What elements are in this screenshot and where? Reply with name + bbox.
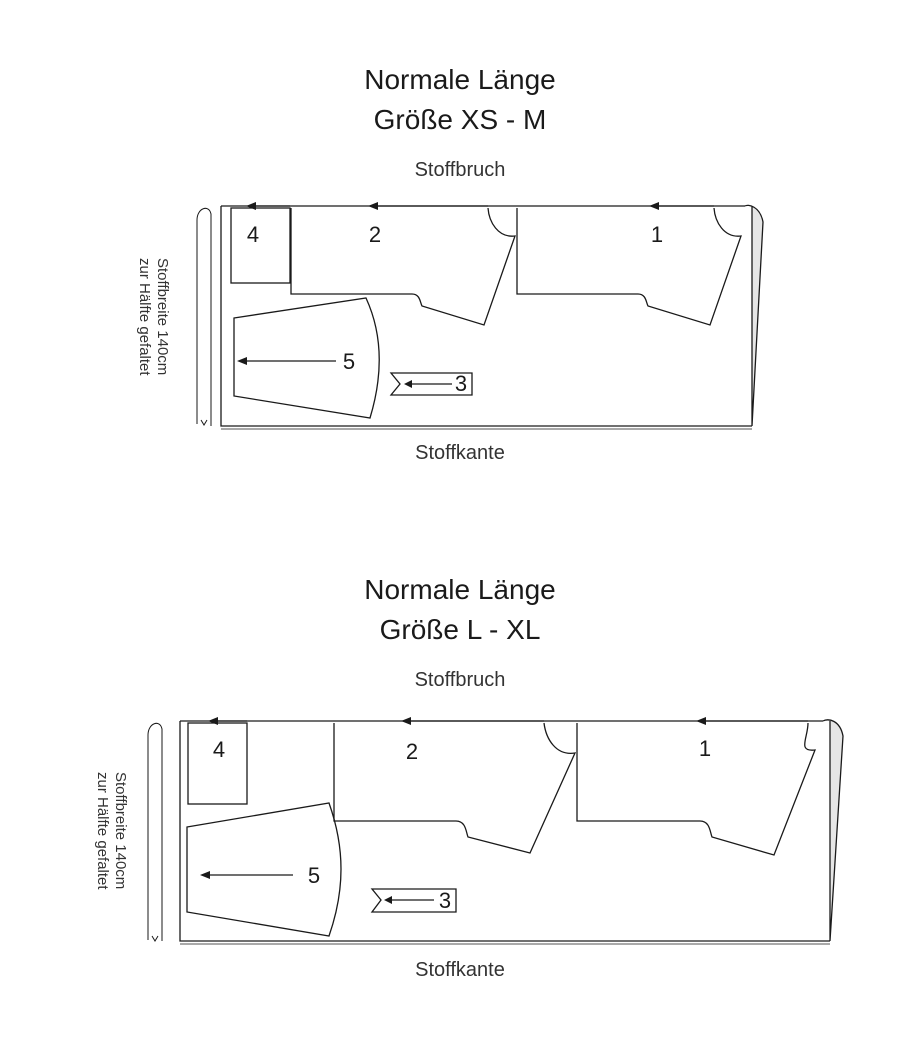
piece-1	[517, 208, 741, 325]
layout-title-line1: Normale Länge	[364, 64, 556, 95]
piece-2-number: 2	[368, 222, 382, 247]
piece-5-number: 5	[342, 349, 356, 374]
piece-3-number: 3	[438, 888, 452, 913]
fabric-fold-curl	[823, 720, 843, 941]
fabric-width-label-line2: zur Hälfte gefaltet	[94, 772, 111, 890]
fabric-width-arrow	[197, 208, 211, 426]
fold-label: Stoffbruch	[414, 159, 506, 181]
piece-4-number: 4	[246, 222, 260, 247]
piece-1-number: 1	[650, 222, 664, 247]
piece-5-number: 5	[307, 863, 321, 888]
cutting-layout-xs-m	[0, 0, 920, 500]
piece-4	[231, 208, 290, 283]
selvage-label: Stoffkante	[415, 959, 505, 981]
cutting-diagram-xs-m	[0, 0, 920, 500]
selvage-label: Stoffkante	[415, 442, 505, 464]
fabric-width-label-line1: Stoffbreite 140cm	[154, 258, 171, 376]
piece-2-number: 2	[405, 739, 419, 764]
layout-title-line1: Normale Länge	[364, 574, 556, 605]
layout-title-line2: Größe XS - M	[373, 104, 547, 135]
piece-2	[334, 723, 575, 853]
fabric-width-arrow	[148, 723, 162, 941]
fabric-fold-curl	[745, 205, 763, 426]
cutting-diagram-l-xl	[0, 510, 920, 1060]
fabric-width-label-line2: zur Hälfte gefaltet	[136, 258, 153, 376]
piece-4-number: 4	[212, 737, 226, 762]
fabric-outline	[180, 721, 830, 941]
piece-1-number: 1	[698, 736, 712, 761]
fabric-width-label-line1: Stoffbreite 140cm	[112, 772, 129, 890]
piece-1	[577, 723, 815, 855]
piece-3-number: 3	[454, 371, 468, 396]
piece-2	[291, 208, 515, 325]
fold-label: Stoffbruch	[414, 669, 506, 691]
cutting-layout-l-xl	[0, 510, 920, 1060]
piece-5	[234, 298, 379, 418]
piece-4	[188, 723, 247, 804]
layout-title-line2: Größe L - XL	[379, 614, 541, 645]
